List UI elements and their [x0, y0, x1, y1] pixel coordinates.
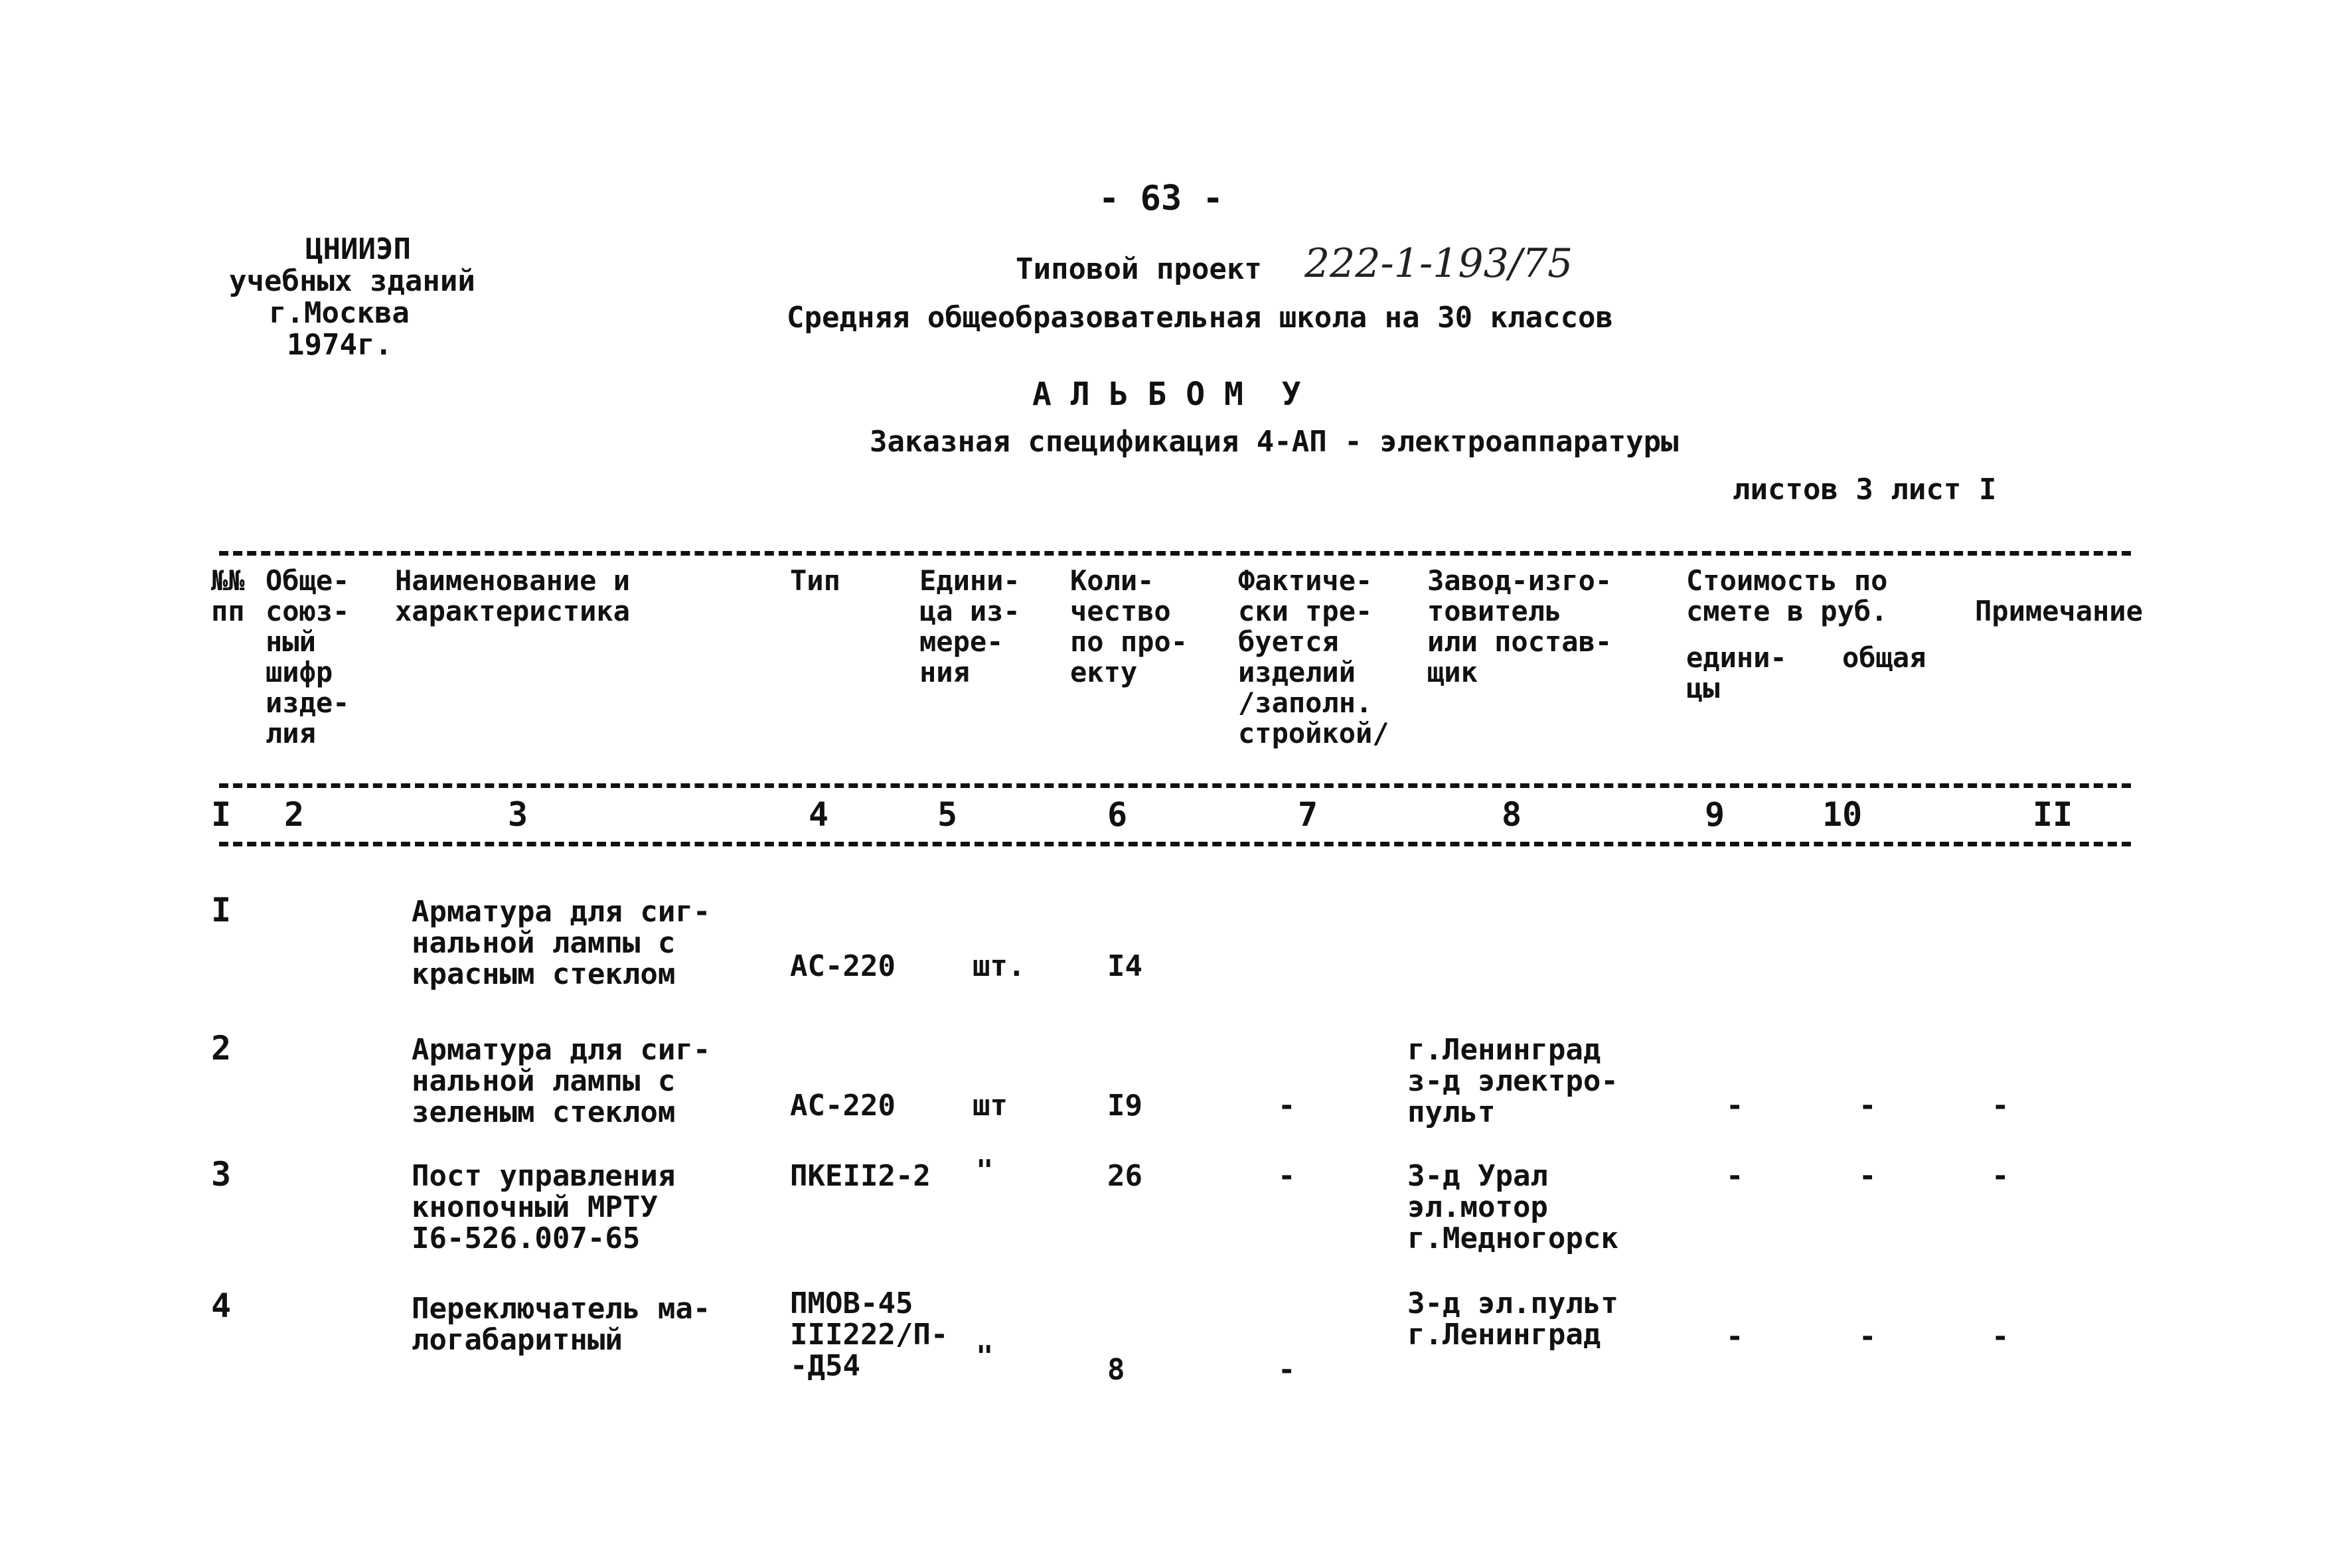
- item-quantity: 26: [1107, 1159, 1142, 1193]
- spec-title: Заказная спецификация 4-АП - электроаппаратуры: [870, 425, 1679, 459]
- item-name: Пост управления кнопочный МРТУ I6-526.007-65: [412, 1159, 676, 1255]
- col-header-9-unit: едини- цы: [1686, 641, 1787, 704]
- table-top-rule: [219, 551, 2131, 556]
- col-number: 4: [809, 795, 829, 834]
- item-cost-total: -: [1859, 1089, 1877, 1123]
- item-quantity: I9: [1107, 1089, 1142, 1123]
- item-name: Арматура для сиг- нальной лампы с зеленым стеклом: [412, 1033, 711, 1129]
- col-number: 10: [1822, 795, 1863, 834]
- item-cost-total: -: [1859, 1159, 1877, 1193]
- col-number: 9: [1705, 795, 1725, 834]
- org-city: г.Москва: [269, 296, 410, 330]
- col-number: 7: [1298, 795, 1318, 834]
- item-quantity: 8: [1107, 1353, 1125, 1387]
- item-cost-unit: -: [1726, 1089, 1744, 1123]
- project-number: 222-1-193/75: [1304, 240, 1573, 287]
- item-note: -: [1992, 1320, 2009, 1354]
- row-number: 4: [211, 1287, 232, 1325]
- project-label: Типовой проект: [1016, 252, 1262, 286]
- item-name: Арматура для сиг- нальной лампы с красным стеклом: [412, 895, 711, 991]
- item-type: ПМОВ-45 III222/П- -Д54: [790, 1287, 949, 1383]
- item-type: ПКЕII2-2: [790, 1159, 931, 1193]
- item-type: АС-220: [790, 1089, 896, 1123]
- sheet-info: листов 3 лист I: [1733, 473, 1997, 507]
- org-subtitle: учебных зданий: [229, 264, 475, 298]
- col-header-4: Тип: [790, 564, 840, 597]
- item-actual: -: [1278, 1353, 1296, 1387]
- item-manufacturer: З-д Урал эл.мотор г.Медногорск: [1407, 1159, 1618, 1255]
- item-unit: ": [976, 1154, 994, 1188]
- col-header-3: Наименование и характеристика: [395, 564, 631, 627]
- row-number: I: [211, 891, 232, 929]
- header-bottom-rule: [219, 783, 2131, 788]
- col-header-2: Обще- союз- ный шифр изде- лия: [266, 564, 350, 749]
- item-note: -: [1992, 1089, 2009, 1123]
- item-quantity: I4: [1107, 949, 1142, 983]
- item-actual: -: [1278, 1089, 1296, 1123]
- col-number: 3: [508, 795, 528, 834]
- item-manufacturer: З-д эл.пульт г.Ленинград: [1407, 1287, 1618, 1352]
- item-manufacturer: г.Ленинград з-д электро- пульт: [1407, 1033, 1618, 1129]
- item-actual: -: [1278, 1159, 1296, 1193]
- item-note: -: [1992, 1159, 2009, 1193]
- item-cost-total: -: [1859, 1320, 1877, 1354]
- row-number: 2: [211, 1029, 232, 1067]
- item-type: АС-220: [790, 949, 896, 983]
- column-numbers-rule: [219, 842, 2131, 846]
- col-header-9-total: общая: [1842, 641, 1926, 674]
- col-number: 8: [1502, 795, 1522, 834]
- col-header-10: Примечание: [1975, 595, 2143, 627]
- col-number: II: [2033, 795, 2073, 834]
- org-name: ЦНИИЭП: [305, 232, 411, 266]
- col-header-1: №№ пп: [211, 564, 245, 627]
- item-cost-unit: -: [1726, 1320, 1744, 1354]
- col-header-7: Фактиче- ски тре- буется изделий /заполн. стройкой/: [1238, 564, 1389, 749]
- col-number: 5: [937, 795, 958, 834]
- col-header-6: Коли- чество по про- екту: [1070, 564, 1188, 688]
- item-name: Переключатель ма- логабаритный: [412, 1292, 711, 1357]
- album-title: А Л Ь Б О М У: [1032, 376, 1301, 413]
- col-header-9: Стоимость по смете в руб.: [1686, 564, 1888, 627]
- col-header-8: Завод-изго- товитель или постав- щик: [1427, 564, 1612, 688]
- project-name: Средняя общеобразовательная школа на 30 классов: [787, 301, 1614, 335]
- item-unit: шт.: [973, 949, 1026, 983]
- org-year: 1974г.: [287, 328, 392, 362]
- item-cost-unit: -: [1726, 1159, 1744, 1193]
- item-unit: шт: [973, 1089, 1008, 1123]
- row-number: 3: [211, 1155, 232, 1194]
- col-header-5: Едини- ца из- мере- ния: [919, 564, 1020, 688]
- col-number: I: [211, 795, 232, 834]
- item-unit: ": [976, 1340, 994, 1373]
- page-number: - 63 -: [1099, 179, 1223, 218]
- col-number: 2: [284, 795, 305, 834]
- col-number: 6: [1107, 795, 1128, 834]
